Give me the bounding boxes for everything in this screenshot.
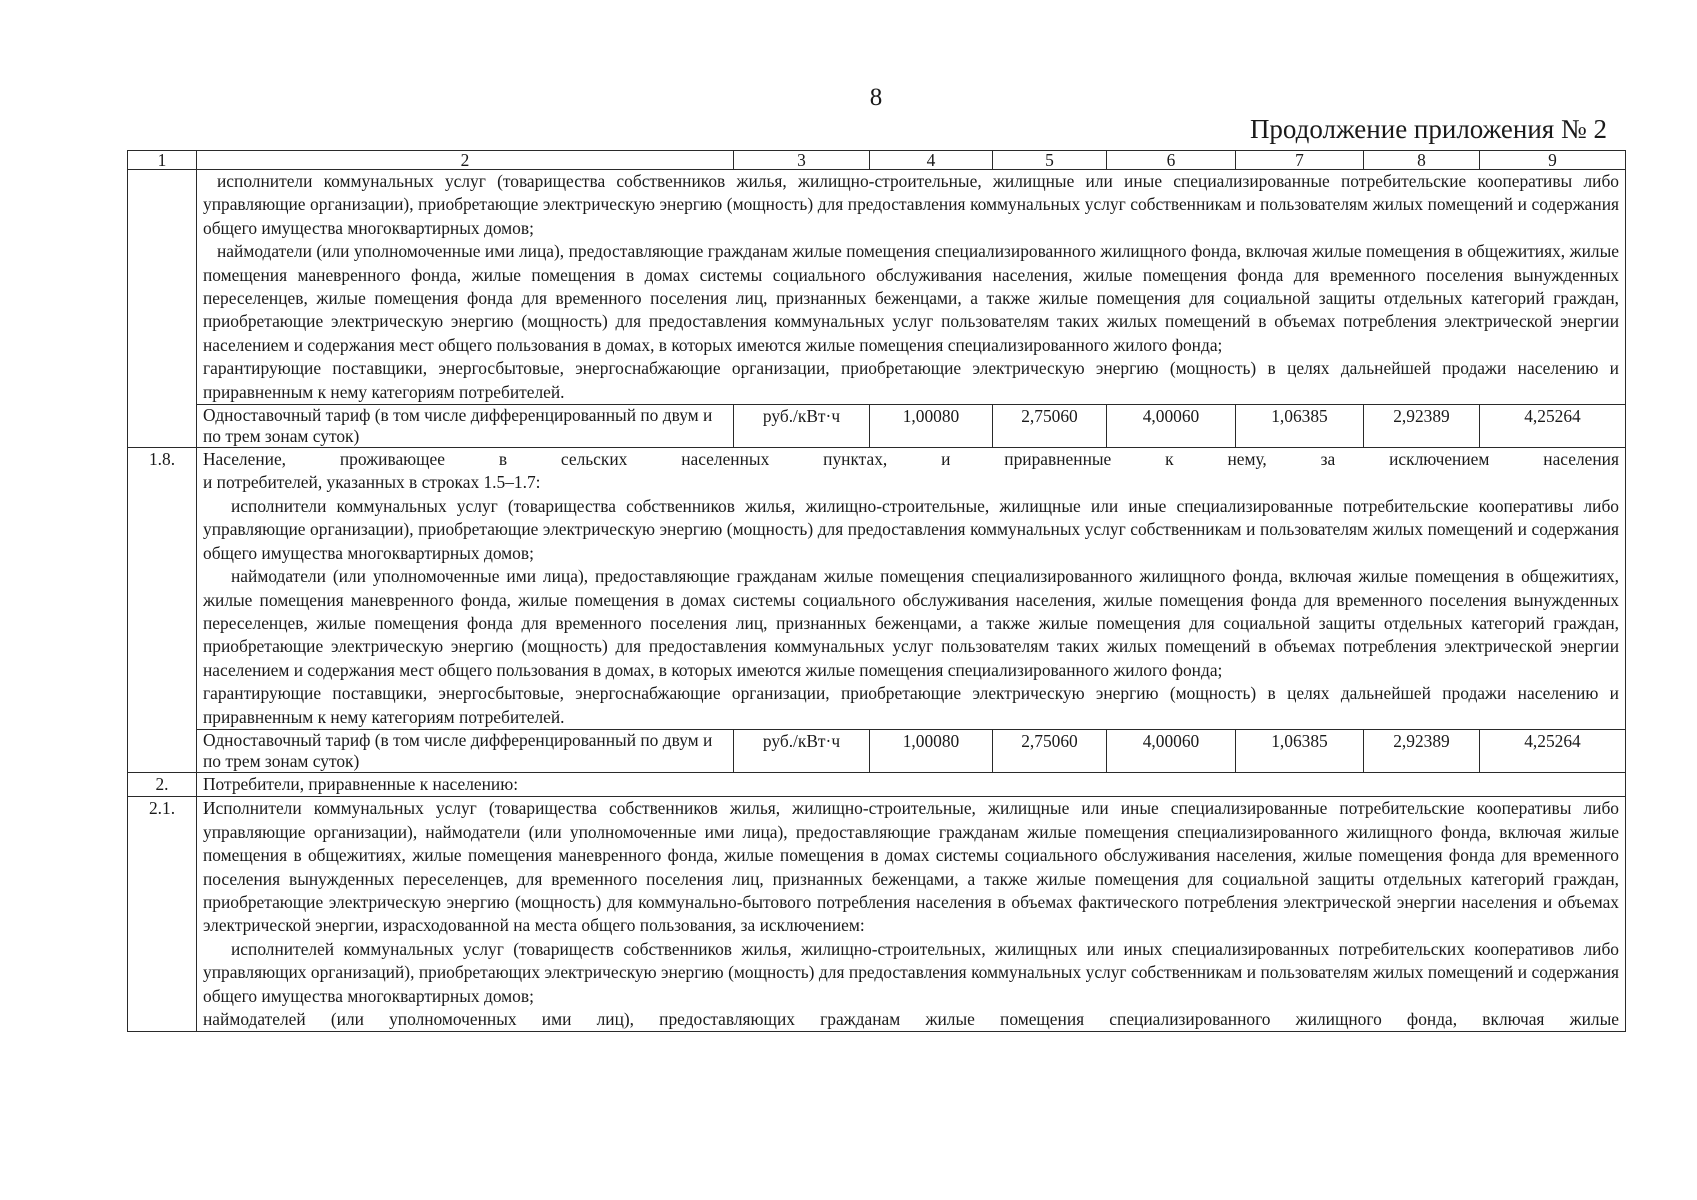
row-number: 1.8. — [128, 448, 197, 773]
header-cell: 1 — [128, 151, 197, 170]
table-row-continued-description — [128, 170, 1626, 405]
header-cell: 8 — [1364, 151, 1480, 170]
tariff-value: 1,06385 — [1236, 405, 1364, 448]
tariff-value: 1,06385 — [1236, 729, 1364, 772]
tariff-value: 1,00080 — [870, 729, 993, 772]
tariff-unit: руб./кВт·ч — [734, 729, 870, 772]
tariff-name: Одноставочный тариф (в том числе дифференцированный по двум и по трем зонам суток) — [197, 729, 734, 772]
tariff-value: 2,75060 — [993, 405, 1107, 448]
row-number: 2.1. — [128, 797, 197, 1032]
tariff-value: 2,92389 — [1364, 405, 1480, 448]
tariff-row — [128, 729, 1626, 772]
tariff-value: 2,92389 — [1364, 729, 1480, 772]
tariff-value: 4,25264 — [1480, 405, 1626, 448]
row-description: Потребители, приравненные к населению: — [197, 772, 1626, 796]
tariff-value: 4,25264 — [1480, 729, 1626, 772]
header-cell: 3 — [734, 151, 870, 170]
tariff-value: 4,00060 — [1107, 405, 1236, 448]
row-number — [128, 170, 197, 448]
description-paragraph: исполнители коммунальных услуг (товарищества собственников жилья, жилищно-строительные, жилищные или иные специализированные потребительские кооперативы либо управляющие организации), приобретающие электрическую энергию (мощность) для предоставления коммунальных услуг собственникам и пользователям жилых помещений и содержания общего имущества многоквартирных домов; — [203, 495, 1619, 563]
tariff-value: 1,00080 — [870, 405, 993, 448]
row-description — [197, 448, 1626, 730]
header-cell: 4 — [870, 151, 993, 170]
tariff-value: 2,75060 — [993, 729, 1107, 772]
table-row-1-8-description — [128, 448, 1626, 730]
description-paragraph: гарантирующие поставщики, энергосбытовые, энергоснабжающие организации, приобретающие электрическую энергию (мощность) в целях дальнейшей продажи населению и приравненным к нему категориям потребителей. — [203, 683, 1619, 727]
table-row-2-1-description — [128, 797, 1626, 1032]
description-paragraph: наймодатели (или уполномоченные ими лица), предоставляющие гражданам жилые помещения специализированного жилищного фонда, включая жилые помещения в общежитиях, жилые помещения маневренного фонда, жилые помещения в домах системы социального обслуживания населения, жилые помещения фонда для временного поселения вынужденных переселенцев, жилые помещения фонда для временного поселения лиц, признанных беженцами, а также жилые помещения для социальной защиты отдельных категорий граждан, приобретающие электрическую энергию (мощность) для предоставления коммунальных услуг пользователям таких жилых помещений в объемах потребления электрической энергии населением и содержания мест общего пользования в домах, в которых имеются жилые помещения специализированного жилого фонда; — [203, 241, 1619, 355]
row-description — [197, 170, 1626, 405]
description-intro-line: Население, проживающее в сельских населенных пунктах, и приравненные к нему, за исключением населения — [203, 449, 1619, 470]
tariff-row — [128, 405, 1626, 448]
description-paragraph: Исполнители коммунальных услуг (товарищества собственников жилья, жилищно-строительные, жилищные или иные специализированные потребительские кооперативы либо управляющие организации), наймодатели (или уполномоченные ими лица), предоставляющие гражданам жилые помещения специализированного жилищного фонда, включая жилые помещения в общежитиях, жилые помещения маневренного фонда, жилые помещения в домах системы социального обслуживания населения, жилые помещения фонда для временного поселения вынужденных переселенцев, для временного поселения лиц, признанных беженцами, а также жилые помещения для социальной защиты отдельных категорий граждан, приобретающие электрическую энергию (мощность) для коммунально-бытового потребления населения в объемах фактического потребления электрической энергии населения и объемах электрической энергии, израсходованной на места общего пользования, за исключением: — [203, 798, 1619, 936]
description-paragraph: гарантирующие поставщики, энергосбытовые, энергоснабжающие организации, приобретающие электрическую энергию (мощность) в целях дальнейшей продажи населению и приравненным к нему категориям потребителей. — [203, 358, 1619, 402]
header-cell: 9 — [1480, 151, 1626, 170]
description-paragraph: наймодатели (или уполномоченные ими лица), предоставляющие гражданам жилые помещения специализированного жилищного фонда, включая жилые помещения в общежитиях, жилые помещения маневренного фонда, жилые помещения в домах системы социального обслуживания населения, жилые помещения фонда для временного поселения вынужденных переселенцев, жилые помещения фонда для временного поселения лиц, признанных беженцами, а также жилые помещения для социальной защиты отдельных категорий граждан, приобретающие электрическую энергию (мощность) для предоставления коммунальных услуг пользователям таких жилых помещений в объемах потребления электрической энергии населением и содержания мест общего пользования в домах, в которых имеются жилые помещения специализированного жилого фонда; — [203, 566, 1619, 680]
table-row-2 — [128, 772, 1626, 796]
tariff-table — [127, 150, 1626, 1032]
description-paragraph: исполнителей коммунальных услуг (товариществ собственников жилья, жилищно-строительных, жилищных или иных специализированных потребительских кооперативов либо управляющих организаций), приобретающих электрическую энергию (мощность) для предоставления коммунальных услуг собственникам и пользователям жилых помещений и содержания общего имущества многоквартирных домов; — [203, 938, 1619, 1006]
header-row — [128, 151, 1626, 170]
description-paragraph: исполнители коммунальных услуг (товарищества собственников жилья, жилищно-строительные, жилищные или иные специализированные потребительские кооперативы либо управляющие организации), приобретающие электрическую энергию (мощность) для предоставления коммунальных услуг собственникам и пользователям жилых помещений и содержания общего имущества многоквартирных домов; — [203, 171, 1619, 238]
description-paragraph: и потребителей, указанных в строках 1.5–1.7: — [203, 472, 541, 493]
header-cell: 6 — [1107, 151, 1236, 170]
description-paragraph-truncated: наймодателей (или уполномоченных ими лиц), предоставляющих гражданам жилые помещения специализированного жилищного фонда, включая жилые — [203, 1009, 1619, 1029]
header-cell: 5 — [993, 151, 1107, 170]
header-cell: 2 — [197, 151, 734, 170]
appendix-title: Продолжение приложения № 2 — [1249, 114, 1607, 144]
tariff-value: 4,00060 — [1107, 729, 1236, 772]
page-number: 8 — [869, 84, 883, 111]
header-cell: 7 — [1236, 151, 1364, 170]
tariff-name: Одноставочный тариф (в том числе дифференцированный по двум и по трем зонам суток) — [197, 405, 734, 448]
row-number: 2. — [128, 772, 197, 796]
row-description — [197, 797, 1626, 1032]
tariff-unit: руб./кВт·ч — [734, 405, 870, 448]
